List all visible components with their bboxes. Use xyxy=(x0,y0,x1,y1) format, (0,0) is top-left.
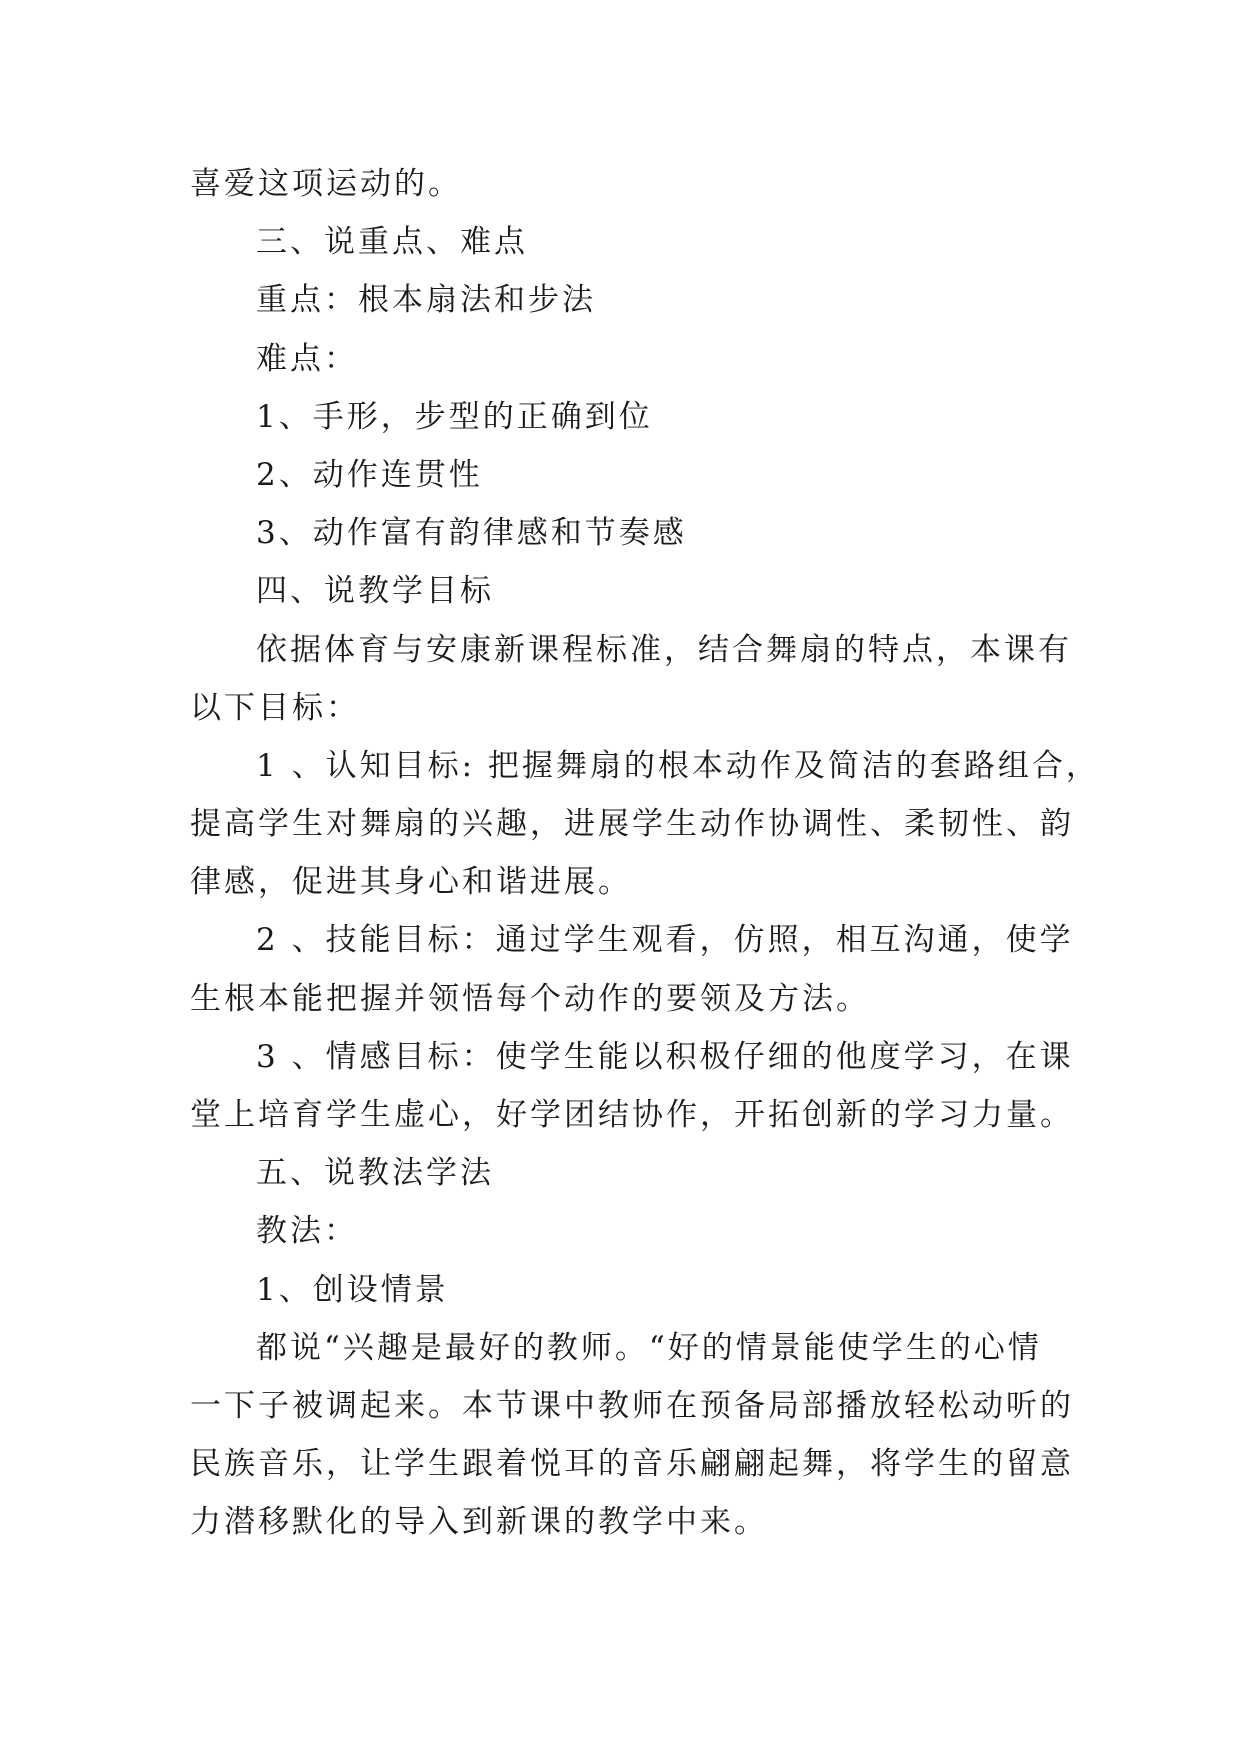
text-line: 一下子被调起来。本节课中教师在预备局部播放轻松动听的 xyxy=(190,1387,1074,1424)
text-line: 以下目标： xyxy=(190,689,360,726)
text-line: 依据体育与安康新课程标准，结合舞扇的特点，本课有 xyxy=(256,631,1072,668)
list-item: 1 、认知目标: 把握舞扇的根本动作及简洁的套路组合， xyxy=(256,747,1100,784)
list-item: 2 、技能目标：通过学生观看，仿照，相互沟通，使学 xyxy=(256,922,1074,959)
text-line: 都说“兴趣是最好的教师。“好的情景能使学生的心情 xyxy=(256,1329,1042,1366)
text-line: 律感，促进其身心和谐进展。 xyxy=(190,864,632,901)
document-body xyxy=(190,155,1100,1552)
text-line: 难点： xyxy=(256,340,358,377)
list-item: 1、创设情景 xyxy=(256,1271,449,1308)
section-heading: 三、说重点、难点 xyxy=(256,224,528,261)
text-line: 提高学生对舞扇的兴趣，进展学生动作协调性、柔韧性、韵 xyxy=(190,806,1074,843)
text-line: 民族音乐，让学生跟着悦耳的音乐翩翩起舞，将学生的留意 xyxy=(190,1446,1074,1483)
text-line: 生根本能把握并领悟每个动作的要领及方法。 xyxy=(190,980,870,1017)
list-item: 2、动作连贯性 xyxy=(256,456,483,493)
text-line: 堂上培育学生虚心，好学团结协作，开拓创新的学习力量。 xyxy=(190,1097,1074,1133)
text-line: 教法： xyxy=(256,1213,358,1250)
text-line: 喜爱这项运动的。 xyxy=(190,166,462,202)
list-item: 3 、情感目标：使学生能以积极仔细的他度学习，在课 xyxy=(256,1038,1074,1075)
list-item: 1、手形，步型的正确到位 xyxy=(256,398,653,435)
section-heading: 五、说教法学法 xyxy=(256,1155,494,1192)
text-line: 重点：根本扇法和步法 xyxy=(256,282,596,319)
text-line: 力潜移默化的导入到新课的教学中来。 xyxy=(190,1504,768,1541)
section-heading: 四、说教学目标 xyxy=(256,573,494,610)
list-item: 3、动作富有韵律感和节奏感 xyxy=(256,515,687,552)
